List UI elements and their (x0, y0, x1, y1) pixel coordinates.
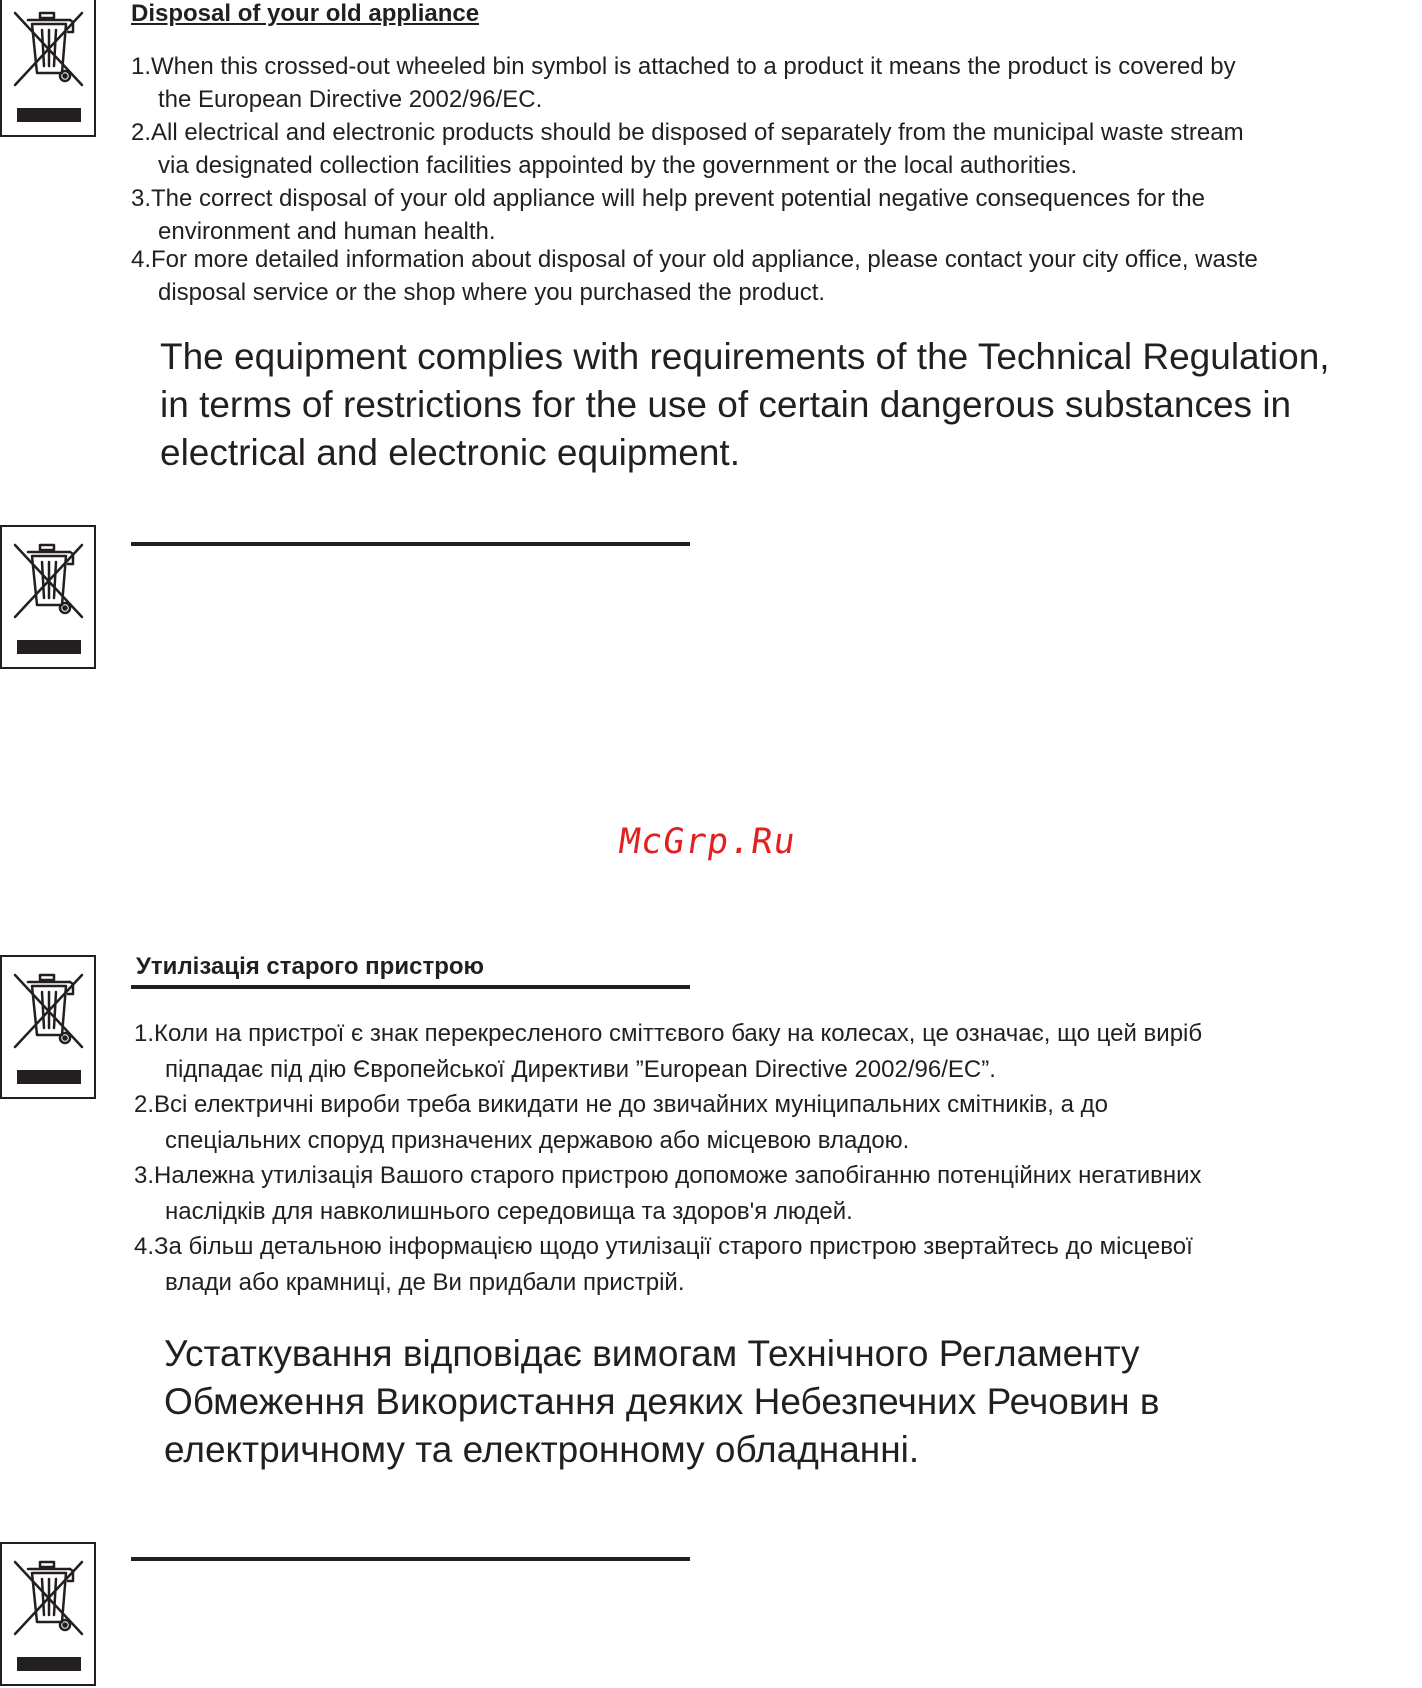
divider-line (131, 542, 690, 546)
watermark: McGrp.Ru (616, 822, 799, 862)
weee-symbol-2 (0, 525, 96, 669)
list-item: 4.За більш детальною інформацією щодо утилізації старого пристрою звертайтесь до місцевої влади або крамниці, де Ви придбали пристрій. (134, 1233, 1193, 1296)
section-heading-uk: Утилізація старого пристрою (136, 953, 485, 980)
list-item: 4.For more detailed information about disposal of your old appliance, please contact your city office, waste disposal service or the shop where you purchased the product. (131, 246, 1258, 306)
list-item: 1.When this crossed-out wheeled bin symbol is attached to a product it means the product is covered by the European Directive 2002/96/EC. (131, 53, 1236, 113)
section-heading-en: Disposal of your old appliance (131, 0, 480, 27)
list-item: 3.Належна утилізація Вашого старого пристрою допоможе запобіганню потенційних негативних наслідків для навколишнього середовища та здоров'я людей. (134, 1162, 1202, 1225)
list-item: 2.Всі електричні вироби треба викидати не до звичайних муніципальних смітників, а до спеціальних споруд призначених державою або місцевою владою. (134, 1091, 1108, 1154)
divider-line (131, 1557, 690, 1561)
list-item: 3.The correct disposal of your old appliance will help prevent potential negative consequences for the environment and human health. (131, 185, 1205, 245)
list-item: 1.Коли на пристрої є знак перекресленого сміттєвого баку на колесах, це означає, що цей виріб підпадає під дію Європейської Директиви ”European Directive 2002/96/EC”. (134, 1020, 1203, 1083)
weee-symbol-3 (0, 955, 96, 1099)
weee-symbol-4 (0, 1542, 96, 1686)
heading-underline (131, 985, 690, 989)
list-item: 2.All electrical and electronic products should be disposed of separately from the municipal waste stream via designated collection facilities appointed by the government or the local authorities. (131, 119, 1244, 179)
weee-symbol-1 (0, 0, 96, 137)
compliance-statement-uk: Устаткування відповідає вимогам Технічного Регламенту Обмеження Використання деяких Небезпечних Речовин в електричному та електронному обладнанні. (164, 1333, 1160, 1470)
compliance-statement-en: The equipment complies with requirements of the Technical Regulation, in terms of restrictions for the use of certain dangerous substances in electrical and electronic equipment. (160, 336, 1330, 473)
